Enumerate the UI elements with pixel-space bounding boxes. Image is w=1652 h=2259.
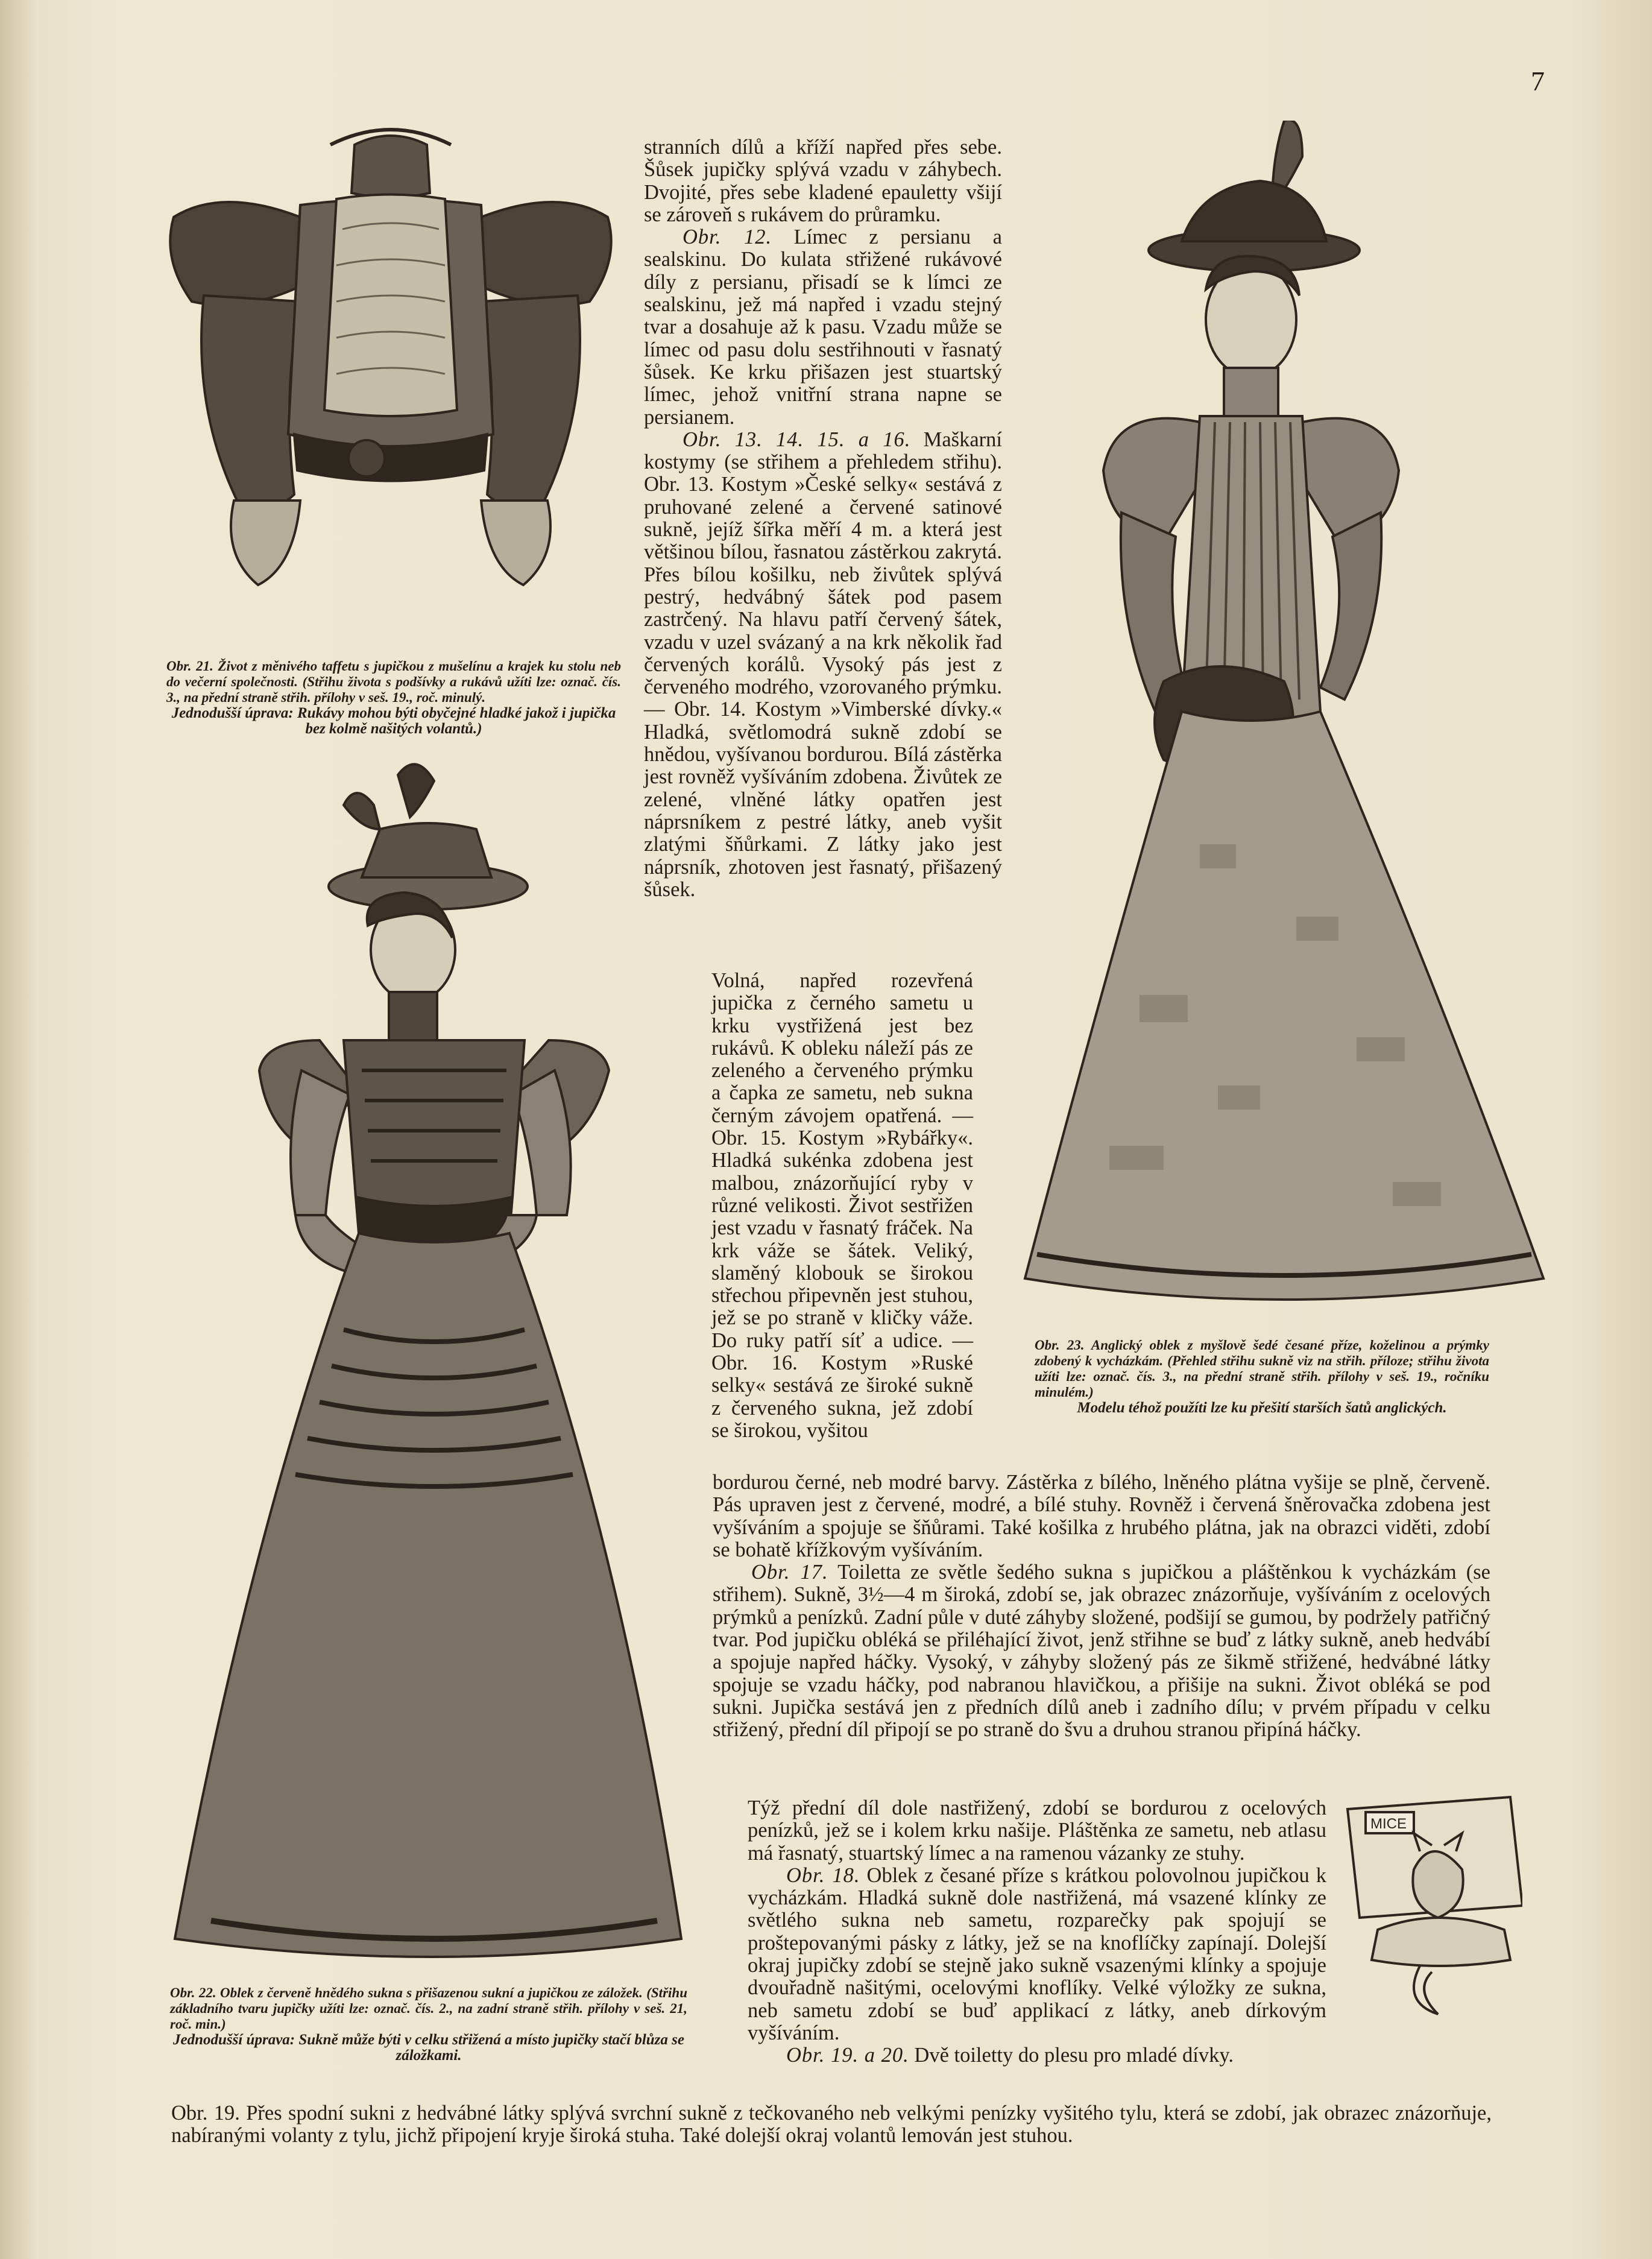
paragraph-obr18 [748,1865,1326,2044]
text-block-beside-cartoon [748,1797,1326,2067]
ref-obr12: Obr. 12. [683,226,772,249]
paragraph-bodice-cont: stranních dílů a kříží napřed přes sebe. Šůsek jupičky splývá vzadu v záhybech. Dvojité, přes sebe kladené epauletty všijí se zároveň s rukávem do průramku. [644,136,1002,226]
text-column-narrow [711,970,973,1442]
cartoon-sign-text: MICE [1370,1816,1407,1832]
paragraph-obr19-20-head [748,2044,1326,2067]
caption-fig23-model: Modelu téhož použíti lze ku přešití starších šatů anglických. [1077,1400,1447,1416]
caption-fig22-simplified: Jednodušší úprava: Sukně může býti v celku střižená a místo jupičky stačí blůza se záložkami. [173,2032,684,2064]
text-wide-block [713,1471,1490,1742]
paragraph-obr17-cont: Týž přední díl dole nastřižený, zdobí se bordurou z ocelových penízků, jež se i kolem krku našije. Pláštěnka ze sametu, neb atlasu má řasnatý, stuartský límec a na ramenou vázanky ze stuhy. [748,1796,1326,1865]
caption-fig23-text: Obr. 23. Anglický oblek z myšlově šedé česané příze, koželinou a prýmky zdobený k vycházkám. (Přehled střihu sukně viz na střih. příloze; střihu života užíti lze: označ. čís. 3., na přední straně střih. přílohy v seš. 19., ročníku minulém.) [1035,1338,1489,1400]
paragraph-obr13-16 [644,429,1002,901]
text-column-main [644,136,1002,901]
text-obr19-20: Dvě toiletty do plesu pro mladé dívky. [909,2044,1234,2067]
fig23-illustration [1019,121,1550,1315]
paragraph-obr17 [713,1561,1490,1741]
fig22-illustration [163,757,693,1969]
text-obr12: Límec z persianu a sealskinu. Do kulata střižené rukávové díly z persianu, přisadí se k límci ze sealskinu, jež má napřed i vzadu stejný tvar a dosahuje až k pasu. Vzadu může se límec od pasu dolu sestřihnouti v řasnatý šůsek. Ke krku přišazen jest stuartský límec, jehož vnitřní strana napne se persianem. [644,226,1002,429]
caption-fig23 [1035,1338,1489,1416]
paragraph-russian-costume: bordurou černé, neb modré barvy. Zástěrka z bílého, lněného plátna vyšije se plně, červeně. Pás upraven jest z červené, modré, a bílé stuhy. Rovněž i červená šněrovačka zdobena jest vyšíváním a spojuje se šňůrami. Také košilka z hrubého plátna, jak na obrazci viděti, zdobí se bohatě křížkovým vyšíváním. [713,1471,1490,1561]
fig21-illustration [156,121,626,591]
ref-obr19-20: Obr. 19. a 20. [786,2044,909,2067]
page-number: 7 [1531,66,1545,96]
cartoon-illustration [1341,1785,1522,2020]
text-obr18: Oblek z česané příze s krátkou polovolnou jupičkou k vycházkám. Hladká sukně dole nastřižená, má vsazené klínky ze světlého sukna neb sametu, rozparečky pak spojují se proštepovanými pásky z látky, jež se na knoflíčky zapínají. Dolejší okraj jupičky zdobí se stejně jako sukně vsazenými klínky a spojuje dvouřadně našitými, ocelovými knoflíky. Velké výložky ze sukna, neb sametu zdobí se buď applikací z látky, aneb dírkovým vyšíváním. [748,1863,1326,2044]
text-obr17: Toiletta ze světle šedého sukna s jupičkou a pláštěnkou k vycházkám (se střihem). Sukně, 3½—4 m široká, zdobí se, jak obrazec znázorňuje, vyšíváním z ocelových prýmků a penízků. Zadní půle v duté záhyby složené, podšijí se gumou, by podržely patřičný tvar. Pod jupičku obléká se přiléhající život, jenž střihne se buď z látky sukně, aneb hedvábí a spojuje napřed háčky. Vysoký, v záhyby složený pás ze šikmě střižené, hedvábné látky spojuje se vzadu háčky, pod nabranou hlavičkou, a přišije na sukni. Život obléká se pod sukni. Jupička sestává jen z předních dílů aneb i zadního dílu; v prvém případu v celku střižený, přední díl připojí se po straně do švu a druhou stranou připíná háčky. [713,1561,1490,1742]
ref-obr17: Obr. 17. [751,1561,828,1584]
caption-fig21 [166,659,621,737]
caption-fig21-text: Obr. 21. Život z měnivého taffetu s jupičkou z mušelínu a krajek ku stolu neb do večerní společnosti. (Střihu života s podšívky a rukávů užíti lze: označ. čís. 3., na přední straně střih. přílohy v seš. 19., roč. minulý. [166,659,621,705]
text-footer [171,2102,1492,2147]
caption-fig22 [170,1985,687,2064]
text-obr13-16: Maškarní kostymy (se střihem a přehledem střihu). Obr. 13. Kostym »České selky« sestává z pruhované zelené a červené satinové sukně, jejíž šířka měří 4 m. a která jest většinou bílou, řasnatou zástěrkou zakrytá. Přes bílou košilku, neb živůtek splývá pestrý, hedvábný šátek pod pasem zastrčený. Na hlavu patří červený šátek, vzadu v uzel svázaný a na krk několik řad červených korálů. Vysoký pás jest z červeného modrého, vzorovaného prýmku. — Obr. 14. Kostym »Vimberské dívky.« Hladká, světlomodrá sukně zdobí se hnědou, vyšívanou bordurou. Bílá zástěrka jest rovněž vyšíváním zdobena. Živůtek ze zelené, vlněné látky opatřen jest náprsníkem z pestré látky, aneb vyšit zlatými šňůrkami. Z látky jako jest náprsník, zhotoven jest řasnatý, přišazený šůsek. [644,428,1002,901]
paragraph-obr19: Obr. 19. Přes spodní sukni z hedvábné látky splývá svrchní sukně z tečkovaného neb velkými penízky vyšitého tylu, která se zdobí, jak obrazec znázorňuje, nabíranými volanty z tylu, jichž připojení kryje široká stuha. Také dolejší okraj volantů lemován jest stuhou. [171,2102,1492,2147]
ref-obr13-16: Obr. 13. 14. 15. a 16. [683,428,911,451]
paragraph-obr12 [644,226,1002,429]
caption-fig22-text: Obr. 22. Oblek z červeně hnědého sukna s přišazenou sukní a jupičkou ze záložek. (Střihu základního tvaru jupičky užíti lze: označ. čís. 2., na zadní straně střih. přílohy v seš. 21, roč. min.) [170,1985,687,2032]
caption-fig21-simplified: Jednodušší úprava: Rukávy mohou býti obyčejné hladké jakož i jupička bez kolmě našitých volantů.) [171,705,616,737]
paragraph-costumes-cont: Volná, napřed rozevřená jupička z černého sametu u krku vystřižená jest bez rukávů. K obleku náleží pás ze zeleného a červeného prýmku a čapka ze sametu, neb sukna černým závojem opatřená. — Obr. 15. Kostym »Rybářky«. Hladká sukénka zdobena jest malbou, znázorňující ryby v různé velikosti. Život sestřižen jest vzadu v řasnatý fráček. Na krk váže se šátek. Veliký, slaměný klobouk se širokou střechou připevněn jest stuhou, jež se po straně v kličky váže. Do ruky patří síť a udice. — Obr. 16. Kostym »Ruské selky« sestává ze široké sukně z červeného sukna, jež zdobí se širokou, vyšitou [711,969,973,1442]
ref-obr18: Obr. 18. [786,1863,860,1887]
